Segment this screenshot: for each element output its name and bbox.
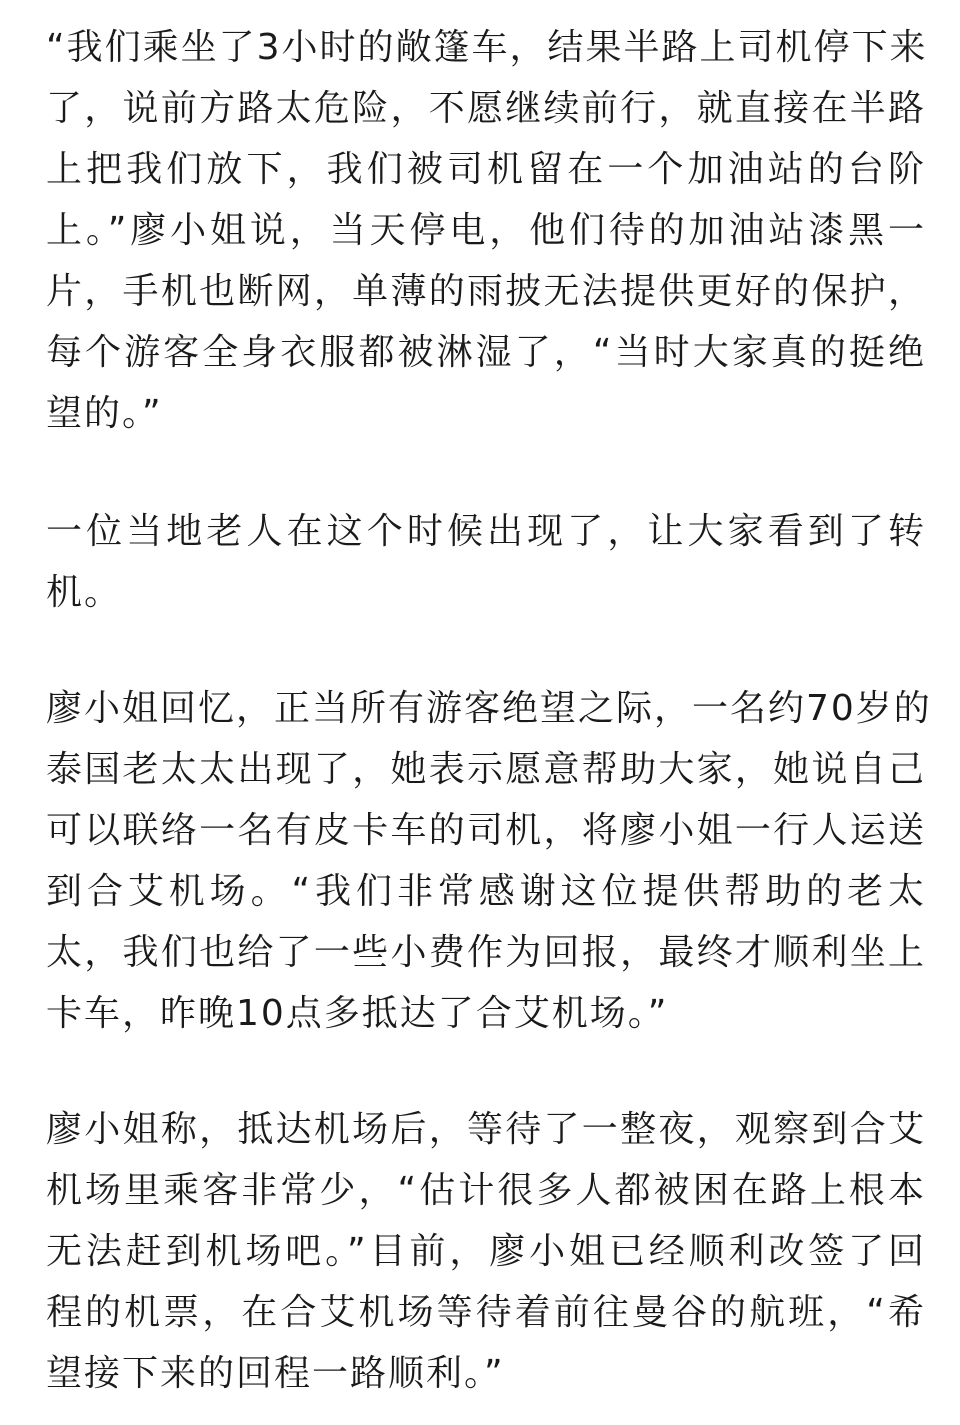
text-line: 程的机票，在合艾机场等待着前往曼谷的航班，“希	[46, 1292, 926, 1333]
text-line: 望的。”	[46, 393, 163, 434]
text-line: 上把我们放下，我们被司机留在一个加油站的台阶	[46, 149, 926, 190]
text-line: 片，手机也断网，单薄的雨披无法提供更好的保护，	[46, 271, 926, 312]
text-line: 机。	[46, 572, 123, 613]
text-line: 望接下来的回程一路顺利。”	[46, 1353, 505, 1394]
text-line: 太，我们也给了一些小费作为回报，最终才顺利坐上	[46, 932, 926, 973]
text-line: 上。”廖小姐说，当天停电，他们待的加油站漆黑一	[46, 210, 926, 251]
text-line: “我们乘坐了3小时的敞篷车，结果半路上司机停下来	[46, 27, 928, 68]
text-line: 廖小姐回忆，正当所有游客绝望之际，一名约70岁的	[46, 688, 932, 729]
text-line: 一位当地老人在这个时候出现了，让大家看到了转	[46, 511, 926, 552]
text-line: 廖小姐称，抵达机场后，等待了一整夜，观察到合艾	[46, 1109, 926, 1150]
text-line: 卡车，昨晚10点多抵达了合艾机场。”	[46, 993, 669, 1034]
text-line: 到合艾机场。“我们非常感谢这位提供帮助的老太	[46, 871, 926, 912]
text-line: 泰国老太太出现了，她表示愿意帮助大家，她说自己	[46, 749, 926, 790]
text-line: 每个游客全身衣服都被淋湿了，“当时大家真的挺绝	[46, 332, 926, 373]
text-line: 无法赶到机场吧。”目前，廖小姐已经顺利改签了回	[46, 1231, 926, 1272]
text-line: 了，说前方路太危险，不愿继续前行，就直接在半路	[46, 88, 926, 129]
text-line: 机场里乘客非常少，“估计很多人都被困在路上根本	[46, 1170, 926, 1211]
text-line: 可以联络一名有皮卡车的司机，将廖小姐一行人运送	[46, 810, 926, 851]
